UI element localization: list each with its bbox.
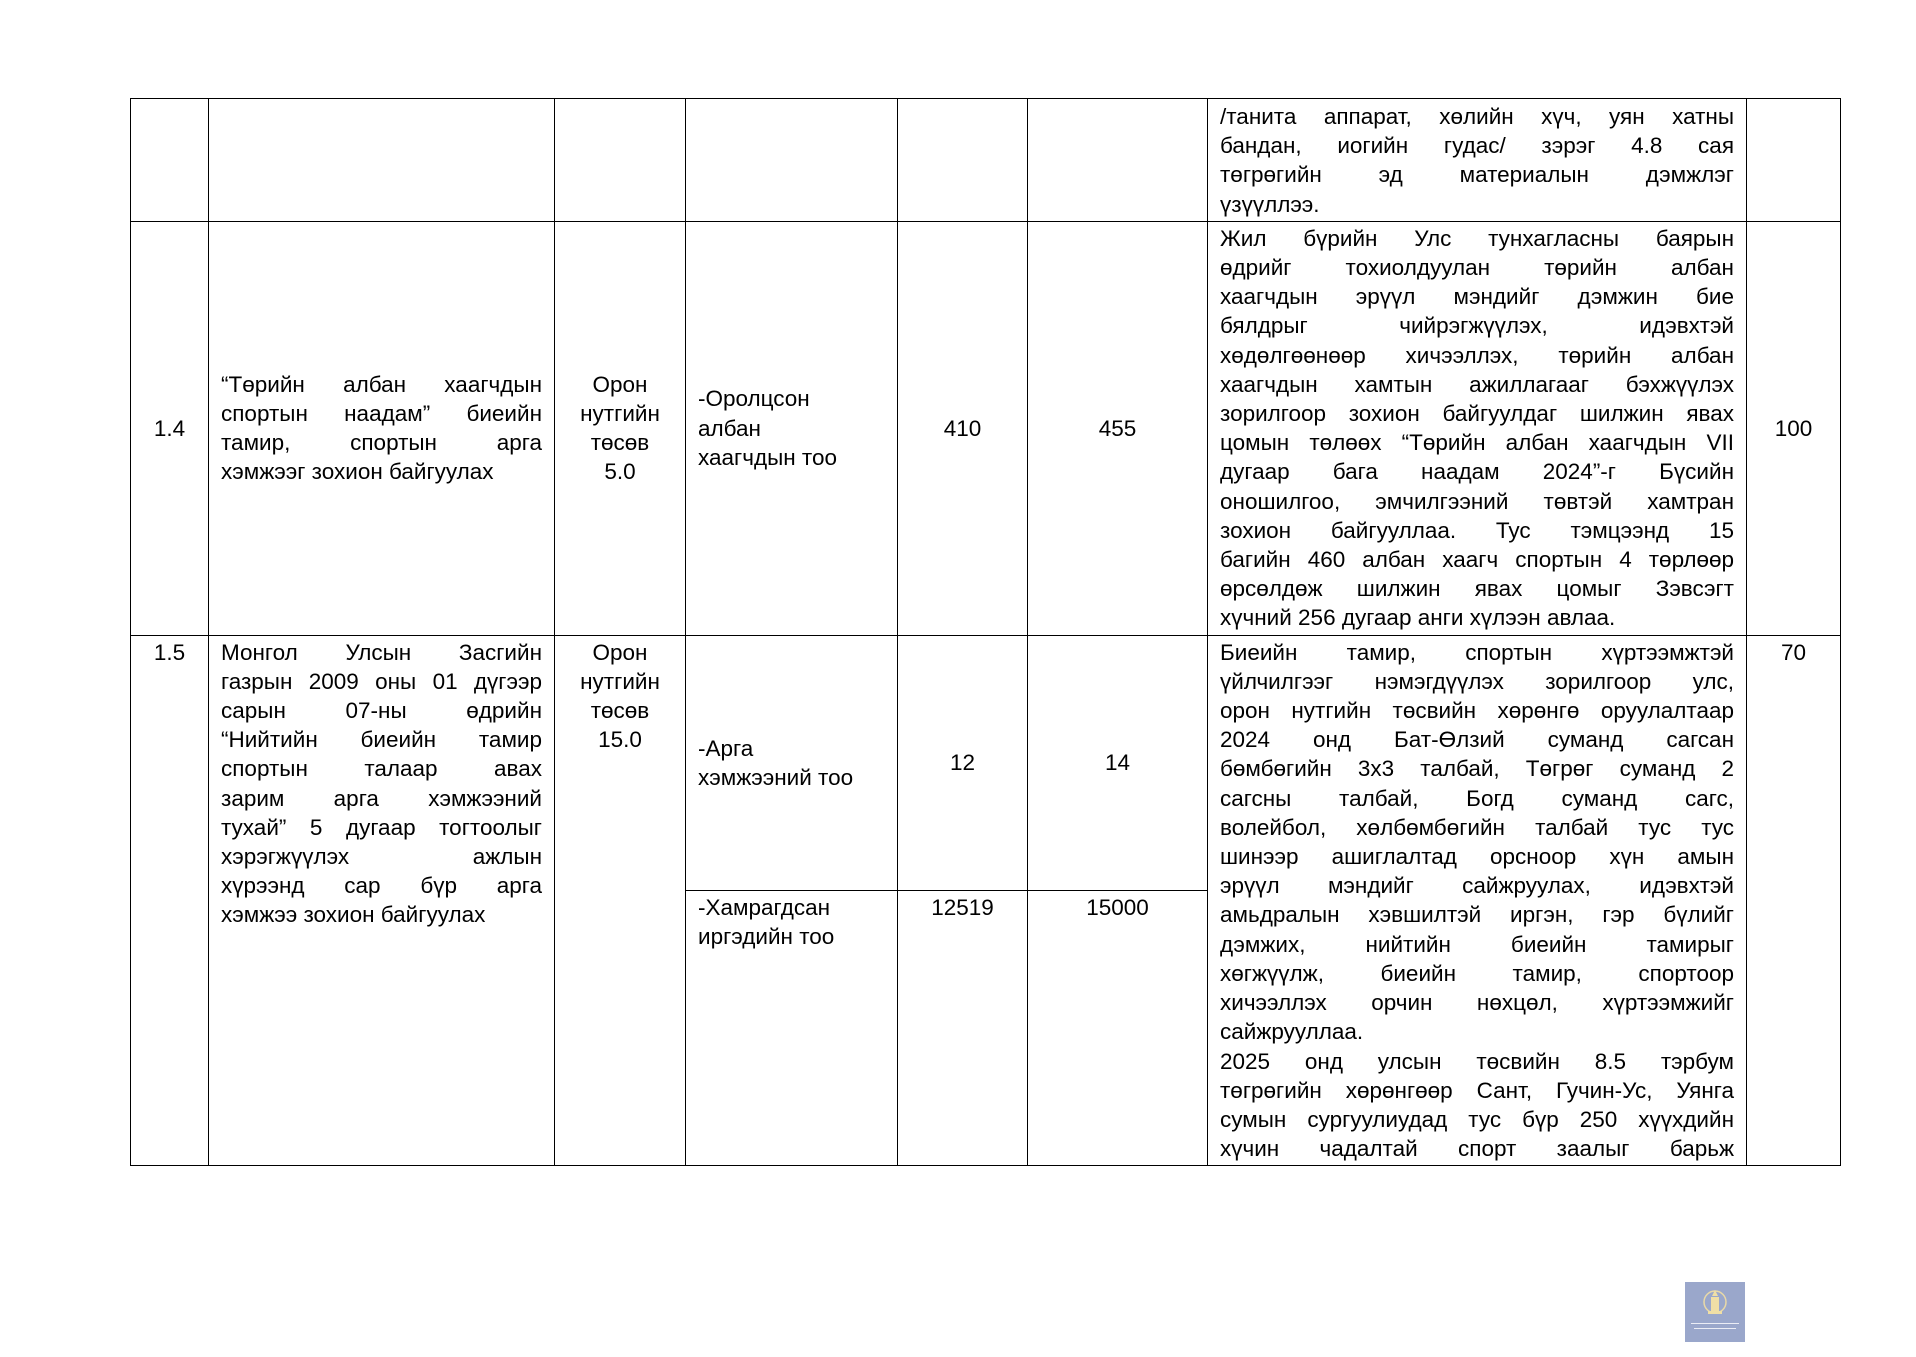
score-cell: 100 bbox=[1747, 221, 1841, 635]
performance-cell bbox=[1208, 635, 1747, 1166]
text-line: зохион байгууллаа. Тус тэмцээнд 15 bbox=[1220, 517, 1734, 543]
text-line: хаагчдын эрүүл мэндийг дэмжин бие bbox=[1220, 284, 1734, 310]
text-line: Биеийн тамир, спортын хүртээмжтэй bbox=[1220, 639, 1734, 665]
text-line: хичээллэх орчин нөхцөл, хүртээмжийг bbox=[1220, 990, 1734, 1016]
text-line: хэмжээний тоо bbox=[698, 764, 854, 790]
text-line: хүрээнд сар бүр арга bbox=[221, 873, 542, 899]
activity-cell bbox=[209, 221, 555, 635]
row-number-cell: 1.5 bbox=[131, 635, 209, 1166]
text-line: Орон bbox=[592, 639, 648, 665]
text-line: -Хамрагдсан bbox=[698, 894, 831, 920]
text-line: хүчний 256 дугаар анги хүлээн авлаа. bbox=[1220, 605, 1616, 631]
budget-cell bbox=[555, 635, 686, 1166]
text-line: -Арга bbox=[698, 735, 754, 761]
text-line: нутгийн bbox=[580, 668, 660, 694]
text-line: хаагчдын хамтын ажиллагааг бэхжүүлэх bbox=[1220, 371, 1734, 397]
text-line: хэрэгжүүлэх ажлын bbox=[221, 844, 542, 870]
text-line: сайжрууллаа. bbox=[1220, 1019, 1364, 1045]
text-line: спортын наадам” биеийн bbox=[221, 401, 542, 427]
text-line: эрүүл мэндийг сайжруулах, идэвхтэй bbox=[1220, 873, 1734, 899]
text-line: орон нутгийн төсвийн хөрөнгө оруулалтаар bbox=[1220, 698, 1734, 724]
target-cell: 14 bbox=[1028, 635, 1208, 890]
target-cell bbox=[1028, 99, 1208, 222]
text-line: хөдөлгөөнөөр хичээллэх, төрийн албан bbox=[1220, 342, 1734, 368]
indicator-cell bbox=[686, 99, 898, 222]
text-line: иргэдийн тоо bbox=[698, 923, 835, 949]
text-line: албан bbox=[698, 415, 761, 441]
text-line: хүчин чадалтай спорт заалыг барьж bbox=[1220, 1136, 1734, 1162]
text-line: 5.0 bbox=[604, 459, 636, 485]
text-line: 15.0 bbox=[598, 727, 642, 753]
text-line: Орон bbox=[592, 371, 648, 397]
text-line: газрын 2009 оны 01 дүгээр bbox=[221, 668, 542, 694]
text-line: хаагчдын тоо bbox=[698, 444, 838, 470]
row-number-cell bbox=[131, 99, 209, 222]
text-line: бөмбөгийн 3х3 талбай, Төгрөг суманд 2 bbox=[1220, 756, 1734, 782]
text-line: “Төрийн албан хаагчдын bbox=[221, 371, 542, 397]
text-line: нутгийн bbox=[580, 401, 660, 427]
text-line: сарын 07-ны өдрийн bbox=[221, 698, 542, 724]
text-line: сагсны талбай, Богд суманд сагс, bbox=[1220, 785, 1734, 811]
budget-cell bbox=[555, 221, 686, 635]
baseline-cell: 410 bbox=[898, 221, 1028, 635]
indicator-cell bbox=[686, 890, 898, 1166]
text-line: багийн 460 албан хаагч спортын 4 төрлөөр bbox=[1220, 547, 1734, 573]
row-number-cell: 1.4 bbox=[131, 221, 209, 635]
text-line: төсөв bbox=[590, 698, 650, 724]
target-cell: 455 bbox=[1028, 221, 1208, 635]
government-emblem-icon bbox=[1685, 1282, 1745, 1342]
text-line: төгрөгийн хөрөнгөөр Сант, Гучин-Ус, Уянга bbox=[1220, 1077, 1734, 1103]
text-line: зарим арга хэмжээний bbox=[221, 785, 542, 811]
text-line: 2025 онд улсын төсвийн 8.5 тэрбум bbox=[1220, 1048, 1734, 1074]
baseline-cell bbox=[898, 99, 1028, 222]
text-line: шинээр ашиглалтад орсноор хүн амын bbox=[1220, 844, 1734, 870]
text-line: үйлчилгээг нэмэгдүүлэх зорилгоор улс, bbox=[1220, 668, 1734, 694]
target-cell: 15000 bbox=[1028, 890, 1208, 1166]
budget-cell bbox=[555, 99, 686, 222]
text-line: дугаар бага наадам 2024”-г Бүсийн bbox=[1220, 459, 1734, 485]
text-line: амьдралын хэвшилтэй иргэн, гэр бүлийг bbox=[1220, 902, 1734, 928]
text-line: Жил бүрийн Улс тунхагласны баярын bbox=[1220, 225, 1734, 251]
text-line: 2024 онд Бат-Өлзий суманд сагсан bbox=[1220, 727, 1734, 753]
text-line: Монгол Улсын Засгийн bbox=[221, 639, 542, 665]
indicator-cell bbox=[686, 635, 898, 890]
text-line: сумын сургуулиудад тус бүр 250 хүүхдийн bbox=[1220, 1106, 1734, 1132]
performance-cell bbox=[1208, 99, 1747, 222]
report-table bbox=[130, 98, 1841, 1166]
text-line: -Оролцсон bbox=[698, 386, 810, 412]
text-line: зорилгоор зохион байгуулдаг шилжин явах bbox=[1220, 401, 1734, 427]
text-line: үзүүллээ. bbox=[1220, 191, 1320, 217]
activity-cell bbox=[209, 635, 555, 1166]
table-row bbox=[131, 635, 1841, 890]
table-row bbox=[131, 99, 1841, 222]
activity-cell bbox=[209, 99, 555, 222]
table-row bbox=[131, 221, 1841, 635]
text-line: “Нийтийн биеийн тамир bbox=[221, 727, 542, 753]
indicator-cell bbox=[686, 221, 898, 635]
text-line: волейбол, хөлбөмбөгийн талбай тус тус bbox=[1220, 814, 1734, 840]
text-line: тамир, спортын арга bbox=[221, 430, 542, 456]
text-line: цомын төлөөх “Төрийн албан хаагчдын VII bbox=[1220, 430, 1734, 456]
text-line: төсөв bbox=[590, 430, 650, 456]
text-line: спортын талаар авах bbox=[221, 756, 542, 782]
text-line: төгрөгийн эд материалын дэмжлэг bbox=[1220, 162, 1734, 188]
text-line: /танита аппарат, хөлийн хүч, уян хатны bbox=[1220, 104, 1734, 129]
text-line: тухай” 5 дугаар тогтоолыг bbox=[221, 814, 542, 840]
text-line: хөгжүүлж, биеийн тамир, спортоор bbox=[1220, 960, 1734, 986]
text-line: бялдрыг чийрэгжүүлэх, идэвхтэй bbox=[1220, 313, 1734, 339]
emblem-graphic bbox=[1685, 1282, 1745, 1342]
text-line: дэмжих, нийтийн биеийн тамирыг bbox=[1220, 931, 1734, 957]
score-cell: 70 bbox=[1747, 635, 1841, 1166]
text-line: оношилгоо, эмчилгээний төвтэй хамтран bbox=[1220, 488, 1734, 514]
text-line: бандан, иогийн гудас/ зэрэг 4.8 сая bbox=[1220, 133, 1734, 159]
text-line: хэмжээ зохион байгуулах bbox=[221, 902, 486, 928]
text-line: өрсөлдөж шилжин явах цомыг Зэвсэгт bbox=[1220, 576, 1734, 602]
score-cell bbox=[1747, 99, 1841, 222]
baseline-cell: 12519 bbox=[898, 890, 1028, 1166]
performance-cell bbox=[1208, 221, 1747, 635]
text-line: хэмжээг зохион байгуулах bbox=[221, 459, 494, 485]
baseline-cell: 12 bbox=[898, 635, 1028, 890]
text-line: өдрийг тохиолдуулан төрийн албан bbox=[1220, 255, 1734, 281]
